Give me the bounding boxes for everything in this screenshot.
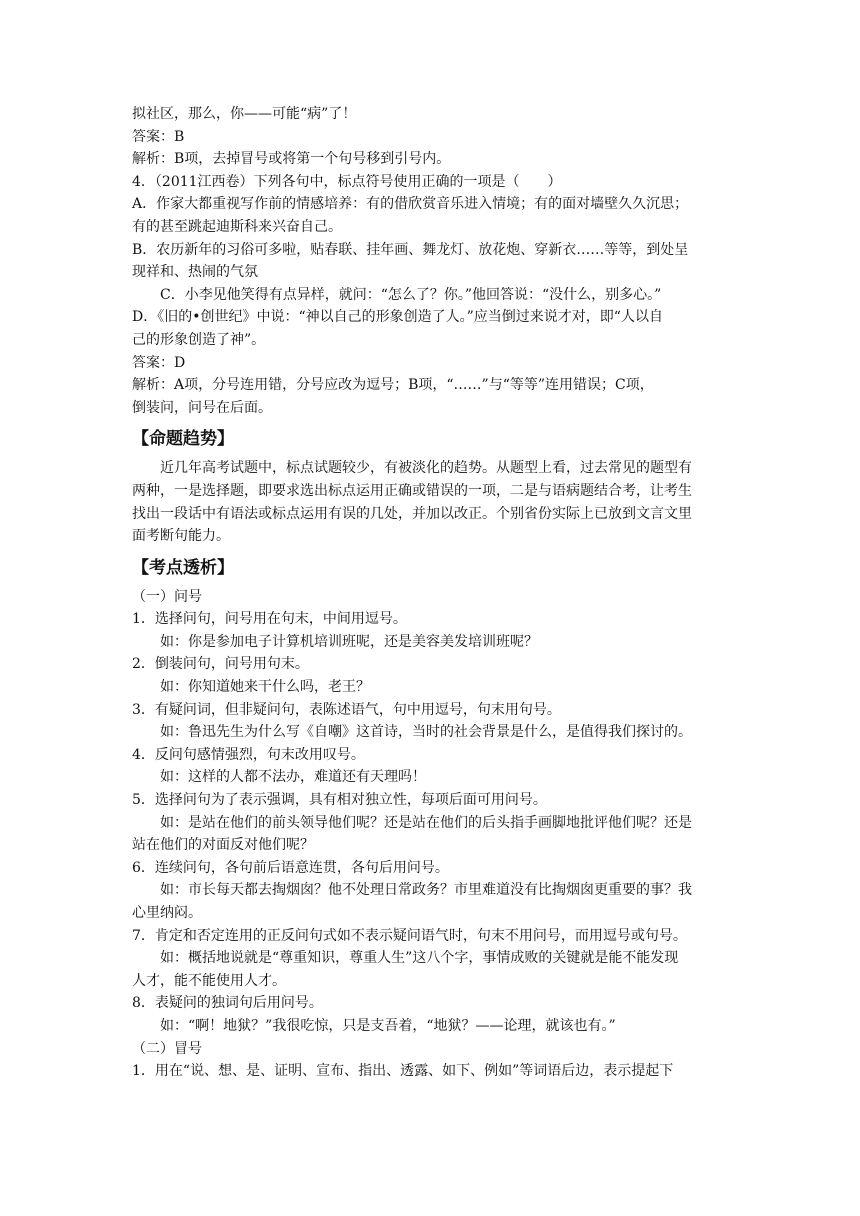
rule-1-example: 如：你是参加电子计算机培训班呢，还是美容美发培训班呢？	[160, 633, 538, 650]
rule-2-example: 如：你知道她来干什么吗，老王？	[160, 679, 370, 696]
rule-6-example-line2: 心里纳闷。	[132, 905, 202, 921]
rule-6: 6．连续问句，各句前后语意连贯，各句后用问号。	[132, 859, 449, 876]
rule-1: 1．选择问句，问号用在句末，中间用逗号。	[132, 611, 407, 628]
q3-analysis: 解析：B项，去掉冒号或将第一个句号移到引号内。	[132, 151, 451, 168]
trend-paragraph-line1: 近几年高考试题中，标点试题较少，有被淡化的趋势。从题型上看，过去常见的题型有	[160, 460, 692, 477]
q4-stem: 4．（2011江西卷）下列各句中，标点符号使用正确的一项是（ ）	[132, 173, 562, 190]
q4-option-b-line2: 现祥和、热闹的气氛	[132, 264, 258, 281]
q4-option-b-line1: B．农历新年的习俗可多啦，贴春联、挂年画、舞龙灯、放花炮、穿新衣……等等，到处呈	[132, 241, 689, 258]
rule-5-example-line1: 如：是站在他们的前头领导他们呢？还是站在他们的后头指手画脚地批评他们呢？还是	[160, 814, 692, 831]
analysis-heading: 【考点透析】	[132, 557, 234, 578]
trend-heading: 【命题趋势】	[132, 429, 234, 450]
trend-paragraph-line2: 两种，一是选择题，即要求选出标点运用正确或错误的一项，二是与语病题结合考，让考生	[132, 482, 692, 499]
section-question-mark: （一）问号	[132, 588, 202, 605]
q4-option-a-line2: 有的甚至跳起迪斯科来兴奋自己。	[132, 218, 342, 235]
q4-option-d-line1: D．《旧的•创世纪》中说：“神以自己的形象创造了人。”应当倒过来说才对，即“人以自	[132, 309, 663, 326]
rule-6-example-line1: 如：市长每天都去掏烟囱？他不处理日常政务？市里难道没有比掏烟囱更重要的事？我	[160, 882, 692, 899]
q3-tail-line: 拟社区，那么，你——可能“病”了！	[132, 106, 357, 122]
rule-3-example: 如：鲁迅先生为什么写《自嘲》这首诗，当时的社会背景是什么，是值得我们探讨的。	[160, 724, 692, 741]
trend-paragraph-line4: 面考断句能力。	[132, 528, 230, 545]
q4-option-d-line2: 己的形象创造了神”。	[132, 331, 266, 348]
rule-5: 5．选择问句为了表示强调，具有相对独立性，每项后面可用问号。	[132, 792, 547, 809]
rule-2: 2．倒装问句，问号用句末。	[132, 656, 309, 673]
rule-8-example: 如：“啊！地狱？”我很吃惊，只是支吾着，“地狱？——论理，就该也有。”	[160, 1017, 616, 1034]
colon-rule-1: 1．用在“说、想、是、证明、宣布、指出、透露、如下、例如”等词语后边，表示提起下	[132, 1063, 674, 1080]
document-body	[132, 103, 737, 1083]
q4-option-a-line1: A．作家大都重视写作前的情感培养：有的借欣赏音乐进入情境；有的面对墙壁久久沉思；	[132, 196, 689, 213]
rule-3: 3．有疑问词，但非疑问句，表陈述语气，句中用逗号，句末用句号。	[132, 701, 561, 718]
q4-option-c-line1: C．小李见他笑得有点异样，就问：“怎么了？你。”他回答说：“没什么，别多心。”	[160, 286, 662, 303]
rule-5-example-line2: 站在他们的对面反对他们呢？	[132, 837, 314, 854]
rule-7-example-line2: 人才，能不能使用人才。	[132, 972, 286, 989]
rule-8: 8．表疑问的独词句后用问号。	[132, 995, 323, 1012]
q4-analysis-line1: 解析：A项，分号连用错，分号应改为逗号；B项，“……”与“等等”连用错误；C项，	[132, 377, 654, 394]
section-colon: （二）冒号	[132, 1040, 202, 1057]
rule-7: 7．肯定和否定连用的正反问句式如不表示疑问语气时，句末不用问号，而用逗号或句号。	[132, 927, 687, 944]
rule-7-example-line1: 如：概括地说就是“尊重知识，尊重人生”这八个字，事情成败的关键就是能不能发现	[160, 950, 679, 967]
trend-paragraph-line3: 找出一段话中有语法或标点运用有误的几处，并加以改正。个别省份实际上已放到文言文里	[132, 505, 692, 522]
q3-answer: 答案：B	[132, 128, 185, 145]
q4-answer: 答案：D	[132, 354, 186, 371]
rule-4-example: 如：这样的人都不法办，难道还有天理吗！	[160, 769, 426, 786]
rule-4: 4．反问句感情强烈，句末改用叹号。	[132, 746, 365, 763]
q4-analysis-line2: 倒装问，问号在后面。	[132, 399, 272, 416]
